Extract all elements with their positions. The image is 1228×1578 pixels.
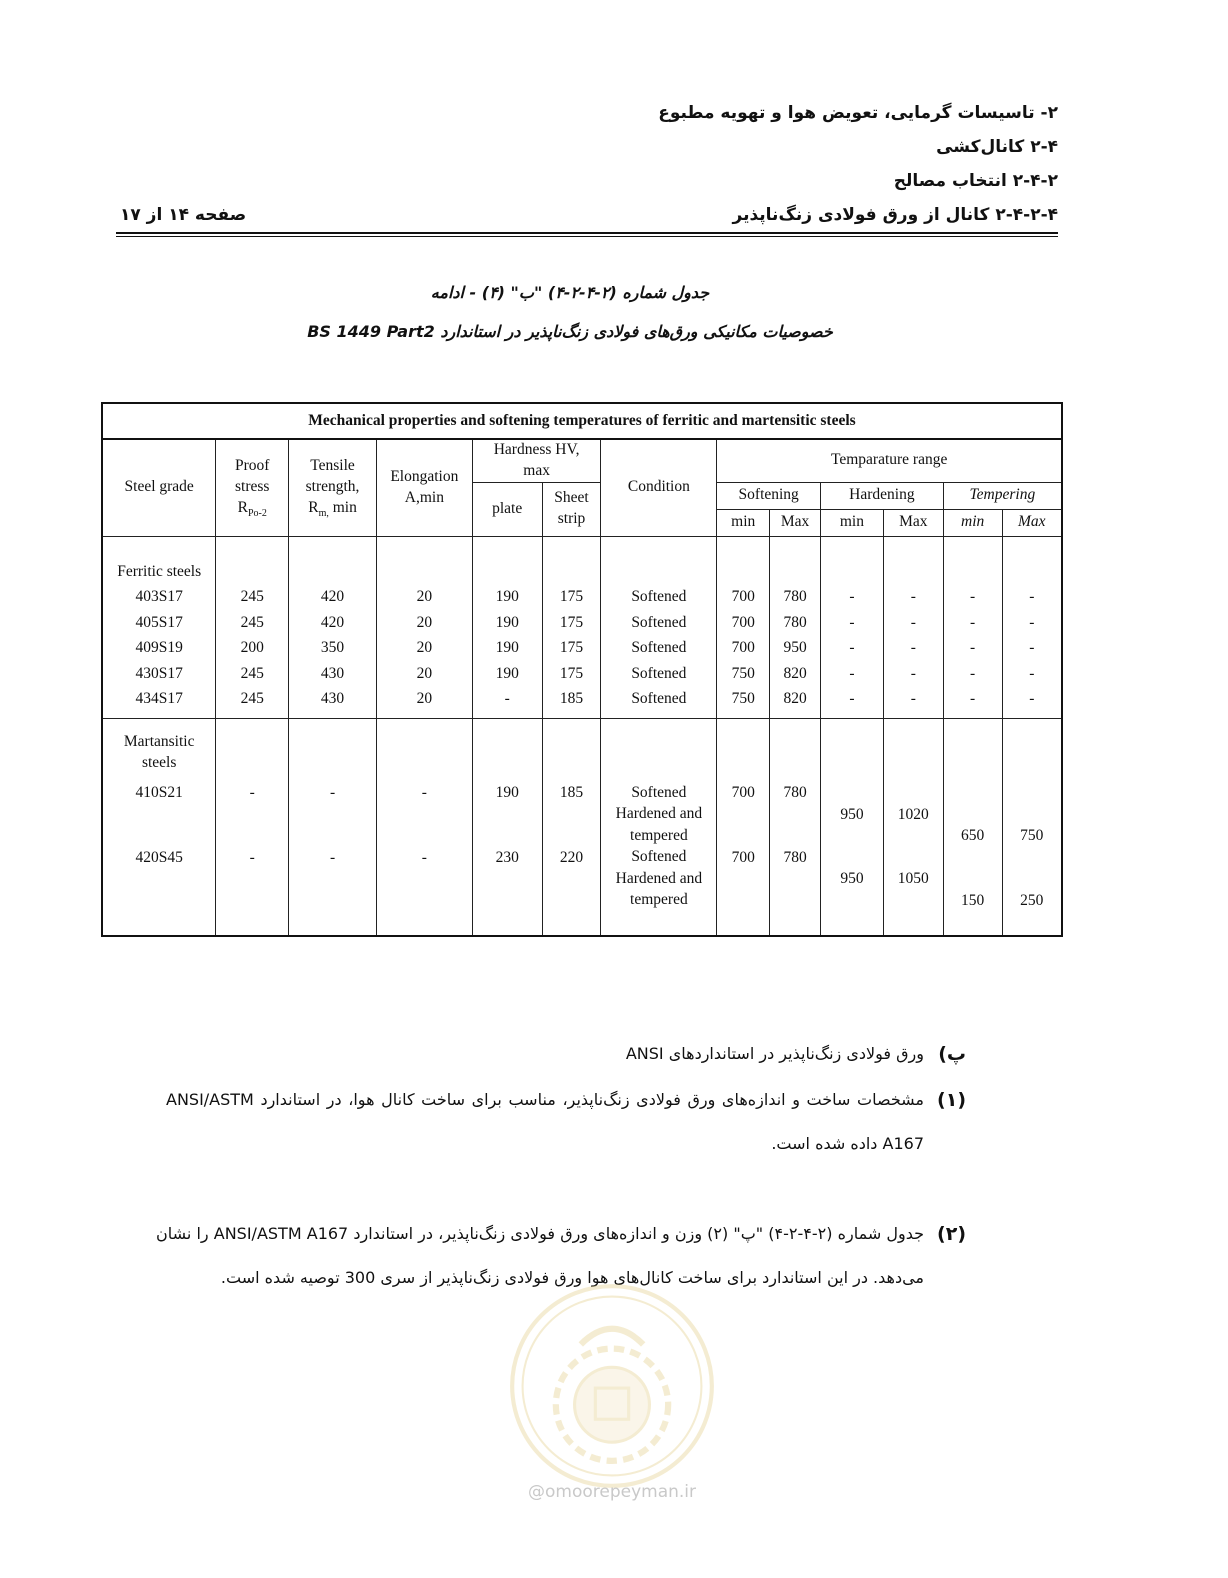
martensitic-steels-group <box>102 718 1062 936</box>
martensitic-hardening-min-cell: 950 950 <box>821 718 884 936</box>
ferritic-tempering-max-cell: - - - - - <box>1002 536 1062 718</box>
col-softening: Softening <box>717 482 821 509</box>
col-temperature-range: Temparature range <box>717 439 1062 482</box>
col-softening-max: Max <box>770 509 821 536</box>
martensitic-condition-cell: Softened Hardened and tempered Softened Hardened and tempered <box>601 718 717 936</box>
header-line-4: ۲-۴-۲-۴ کانال از ورق فولادی زنگ‌ناپذیر <box>732 205 1058 225</box>
ferritic-steels-group <box>102 536 1062 718</box>
table-caption-title: خصوصیات مکانیکی ورق‌های فولادی زنگ‌ناپذیر در استاندارد BS 1449 Part2 <box>307 322 833 341</box>
ferritic-softening-min-cell: 700 700 700 750 750 <box>717 536 770 718</box>
ferritic-hardening-min-cell: - - - - - <box>821 536 884 718</box>
col-condition: Condition <box>601 439 717 536</box>
martensitic-proof-cell: - - <box>216 718 289 936</box>
ferritic-grade-cell: Ferritic steels 403S17 405S17 409S19 430S17 434S17 <box>102 536 216 718</box>
paragraph-1 <box>166 1078 966 1166</box>
martensitic-tempering-min-cell: 650 150 <box>943 718 1002 936</box>
col-steel-grade: Steel grade <box>102 439 216 536</box>
martensitic-sheet-cell: 185 220 <box>542 718 601 936</box>
ferritic-tensile-cell: 420 420 350 430 430 <box>289 536 377 718</box>
col-tempering-min: min <box>943 509 1002 536</box>
col-sheet-strip: Sheet strip <box>542 482 601 536</box>
ferritic-plate-cell: 190 190 190 190 - <box>472 536 542 718</box>
header-line-2: ۲-۴ کانال‌کشی <box>936 137 1058 157</box>
martensitic-elongation-cell: - - <box>376 718 472 936</box>
header-rule-thin <box>116 236 1058 237</box>
page-number: صفحه ۱۴ از ۱۷ <box>120 205 247 225</box>
ferritic-condition-cell: Softened Softened Softened Softened Softened <box>601 536 717 718</box>
martensitic-hardening-max-cell: 1020 1050 <box>883 718 943 936</box>
col-tempering-max: Max <box>1002 509 1062 536</box>
paragraph-marker: (۱) <box>937 1089 966 1111</box>
col-elongation: Elongation A,min <box>376 439 472 536</box>
col-tempering: Tempering <box>943 482 1062 509</box>
table-caption-number: جدول شماره (۲-۴-۲-۴) "ب" (۴) - ادامه <box>430 283 710 302</box>
ferritic-softening-max-cell: 780 780 950 820 820 <box>770 536 821 718</box>
ferritic-hardening-max-cell: - - - - - <box>883 536 943 718</box>
header-line-1: ۲- تاسیسات گرمایی، تعویض هوا و تهویه مطبوع <box>658 103 1058 123</box>
table-title: Mechanical properties and softening temperatures of ferritic and martensitic steels <box>102 403 1062 439</box>
martensitic-plate-cell: 190 230 <box>472 718 542 936</box>
watermark-text: @omoorepeyman.ir <box>527 1482 697 1502</box>
col-softening-min: min <box>717 509 770 536</box>
martensitic-softening-min-cell: 700 700 <box>717 718 770 936</box>
paragraph-text: ورق فولادی زنگ‌ناپذیر در استانداردهای ANSI <box>625 1044 924 1063</box>
ferritic-tempering-min-cell: - - - - - <box>943 536 1002 718</box>
martensitic-tempering-max-cell: 750 250 <box>1002 718 1062 936</box>
header-rule <box>116 232 1058 234</box>
ferritic-elongation-cell: 20 20 20 20 20 <box>376 536 472 718</box>
watermark-seal-icon <box>508 1282 716 1490</box>
col-tensile-strength: Tensile strength, $R_{m,}$ min <box>289 439 377 536</box>
col-hardening-min: min <box>821 509 884 536</box>
paragraph-ansi-heading <box>266 1032 966 1076</box>
header-line-3: ۲-۴-۲ انتخاب مصالح <box>893 171 1058 191</box>
paragraph-marker: پ) <box>938 1043 966 1065</box>
col-hardness: Hardness HV, max <box>472 439 601 482</box>
mechanical-properties-table <box>101 402 1063 937</box>
col-hardening: Hardening <box>821 482 944 509</box>
martensitic-softening-max-cell: 780 780 <box>770 718 821 936</box>
ferritic-proof-cell: 245 245 200 245 245 <box>216 536 289 718</box>
col-proof-stress: Proof stress $R_{Po-2}$ <box>216 439 289 536</box>
col-plate: plate <box>472 482 542 536</box>
paragraph-text: جدول شماره (۲-۴-۲-۴) "پ" (۲) وزن و اندازه‌های ورق فولادی زنگ‌ناپذیر، در استاندارد ANSI/ASTM A167 را نشان می‌دهد. در این استاندارد برای ساخت کانال‌های هوا ورق فولادی زنگ‌ناپذیر از سری 300 توصیه شده است. <box>156 1224 924 1287</box>
ferritic-sheet-cell: 175 175 175 175 185 <box>542 536 601 718</box>
col-hardening-max: Max <box>883 509 943 536</box>
martensitic-grade-cell: Martansitic steels 410S21 420S45 <box>102 718 216 936</box>
martensitic-tensile-cell: - - <box>289 718 377 936</box>
paragraph-marker: (۲) <box>937 1223 966 1245</box>
paragraph-text: مشخصات ساخت و اندازه‌های ورق فولادی زنگ‌ناپذیر، مناسب برای ساخت کانال هوا، در استاندارد ANSI/ASTM A167 داده شده است. <box>166 1090 924 1153</box>
document-header <box>116 96 1058 232</box>
